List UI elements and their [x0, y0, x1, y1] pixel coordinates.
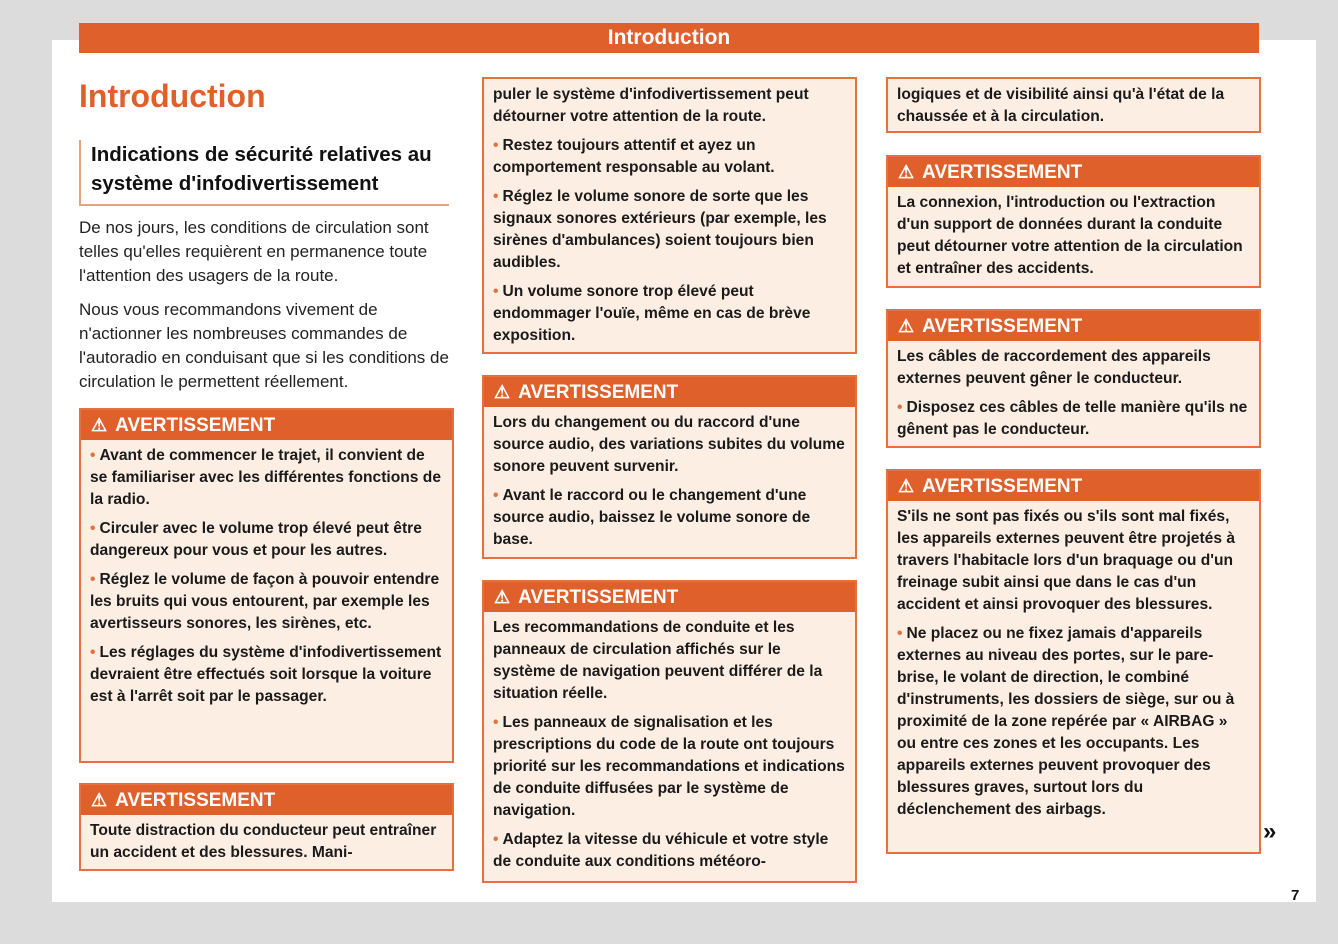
warning-bullet — [897, 623, 1250, 821]
warning-box — [482, 580, 857, 883]
bullet-icon: • — [90, 644, 96, 661]
warning-header — [484, 582, 855, 612]
warning-bullet — [493, 135, 846, 179]
warning-header — [484, 377, 855, 407]
section-heading: Indications de sécurité relatives au système d'infodivertissement — [79, 140, 449, 206]
bullet-text: Réglez le volume de façon à pouvoir entendre les bruits qui vous entourent, par exemple les avertisseurs sonores, les sirènes, etc. — [90, 571, 440, 632]
bullet-icon: • — [493, 137, 499, 154]
page-number: 7 — [1291, 887, 1300, 904]
bullet-text: Avant le raccord ou le changement d'une source audio, baissez le volume sonore de base. — [493, 487, 811, 548]
bullet-icon: • — [493, 283, 499, 300]
warning-bullet — [493, 485, 846, 551]
warning-header — [888, 311, 1259, 341]
warning-text: Toute distraction du conducteur peut entraîner un accident et des blessures. Mani- — [90, 822, 437, 861]
warning-triangle-icon: ⚠ — [494, 587, 511, 607]
warning-label: AVERTISSEMENT — [518, 382, 679, 403]
bullet-text: Circuler avec le volume trop élevé peut être dangereux pour vous et pour les autres. — [90, 520, 422, 559]
warning-bullet — [90, 642, 443, 708]
warning-triangle-icon: ⚠ — [494, 382, 511, 402]
warning-box-continued — [886, 77, 1261, 133]
warning-text: Les câbles de raccordement des appareils externes peuvent gêner le conducteur. — [897, 348, 1211, 387]
warning-triangle-icon: ⚠ — [91, 790, 108, 810]
bullet-text: Les panneaux de signalisation et les prescriptions du code de la route ont toujours priorité sur les recommandations et indications de conduite diffusées par le système de navigation. — [493, 714, 845, 819]
bullet-text: Adaptez la vitesse du véhicule et votre style de conduite aux conditions météoro- — [493, 831, 829, 870]
warning-box — [79, 408, 454, 763]
warning-bullet — [493, 712, 846, 822]
warning-triangle-icon: ⚠ — [898, 162, 915, 182]
warning-bullet — [493, 829, 846, 873]
bullet-text: Réglez le volume sonore de sorte que les signaux sonores extérieurs (par exemple, les sirènes d'ambulances) soient toujours bien audibles. — [493, 188, 827, 271]
warning-box — [79, 783, 454, 871]
warning-triangle-icon: ⚠ — [91, 415, 108, 435]
warning-bullet — [493, 281, 846, 347]
warning-bullet — [90, 518, 443, 562]
warning-bullet — [897, 397, 1250, 441]
page-title: Introduction — [79, 78, 266, 114]
bullet-icon: • — [493, 188, 499, 205]
bullet-icon: • — [897, 625, 903, 642]
warning-text: S'ils ne sont pas fixés ou s'ils sont mal fixés, les appareils externes peuvent être projetés à travers l'habitacle lors d'un braquage ou d'un freinage subit ainsi que dans le cas d'un accident et ainsi provoquer des blessures. — [897, 508, 1236, 613]
warning-label: AVERTISSEMENT — [922, 316, 1083, 337]
warning-text: Les recommandations de conduite et les panneaux de circulation affichés sur le système de navigation peuvent différer de la situation réelle. — [493, 619, 823, 702]
bullet-icon: • — [493, 487, 499, 504]
bullet-text: Les réglages du système d'infodivertissement devraient être effectués soit lorsque la voiture est à l'arrêt soit par le passager. — [90, 644, 442, 705]
warning-label: AVERTISSEMENT — [922, 476, 1083, 497]
warning-bullet — [493, 186, 846, 274]
bullet-icon: • — [493, 714, 499, 731]
bullet-icon: • — [493, 831, 499, 848]
warning-label: AVERTISSEMENT — [922, 162, 1083, 183]
warning-header — [81, 410, 452, 440]
warning-label: AVERTISSEMENT — [518, 587, 679, 608]
bullet-text: Disposez ces câbles de telle manière qu'ils ne gênent pas le conducteur. — [897, 399, 1248, 438]
warning-triangle-icon: ⚠ — [898, 476, 915, 496]
bullet-icon: • — [90, 447, 96, 464]
bullet-icon: • — [90, 520, 96, 537]
warning-label: AVERTISSEMENT — [115, 790, 276, 811]
warning-box — [886, 309, 1261, 448]
warning-box — [886, 155, 1261, 288]
paragraph: De nos jours, les conditions de circulation sont telles qu'elles requièrent en permanence toute l'attention des usagers de la route. — [79, 218, 429, 285]
bullet-icon: • — [897, 399, 903, 416]
paragraph: Nous vous recommandons vivement de n'actionner les nombreuses commandes de l'autoradio en conduisant que si les conditions de circulation le permettent réellement. — [79, 300, 449, 391]
bullet-text: Restez toujours attentif et ayez un comportement responsable au volant. — [493, 137, 775, 176]
warning-header — [81, 785, 452, 815]
warning-bullet — [90, 569, 443, 635]
warning-box — [886, 469, 1261, 854]
continued-mark: » — [1263, 818, 1277, 845]
warning-text: Lors du changement ou du raccord d'une source audio, des variations subites du volume sonore peuvent survenir. — [493, 414, 845, 475]
chapter-header: Introduction — [79, 23, 1259, 53]
warning-triangle-icon: ⚠ — [898, 316, 915, 336]
warning-text: puler le système d'infodivertissement peut détourner votre attention de la route. — [493, 86, 809, 125]
warning-header — [888, 157, 1259, 187]
bullet-text: Ne placez ou ne fixez jamais d'appareils externes au niveau des portes, sur le pare-brise, le volant de direction, le combiné d'instruments, les dossiers de siège, sur ou à proximité de la zone repérée par « AIRBAG » ou entre ces zones et les occupants. Les appareils externes peuvent provoquer des blessures graves, surtout lors du déclenchement des airbags. — [897, 625, 1235, 818]
warning-text: La connexion, l'introduction ou l'extraction d'un support de données durant la conduite peut détourner votre attention de la circulation et entraîner des accidents. — [897, 194, 1243, 277]
bullet-icon: • — [90, 571, 96, 588]
warning-bullet — [90, 445, 443, 511]
warning-box-continued — [482, 77, 857, 354]
warning-header — [888, 471, 1259, 501]
warning-label: AVERTISSEMENT — [115, 415, 276, 436]
warning-box — [482, 375, 857, 559]
bullet-text: Avant de commencer le trajet, il convient de se familiariser avec les différentes fonctions de la radio. — [90, 447, 442, 508]
bullet-text: Un volume sonore trop élevé peut endommager l'ouïe, même en cas de brève exposition. — [493, 283, 811, 344]
warning-text: logiques et de visibilité ainsi qu'à l'état de la chaussée et à la circulation. — [897, 86, 1225, 125]
